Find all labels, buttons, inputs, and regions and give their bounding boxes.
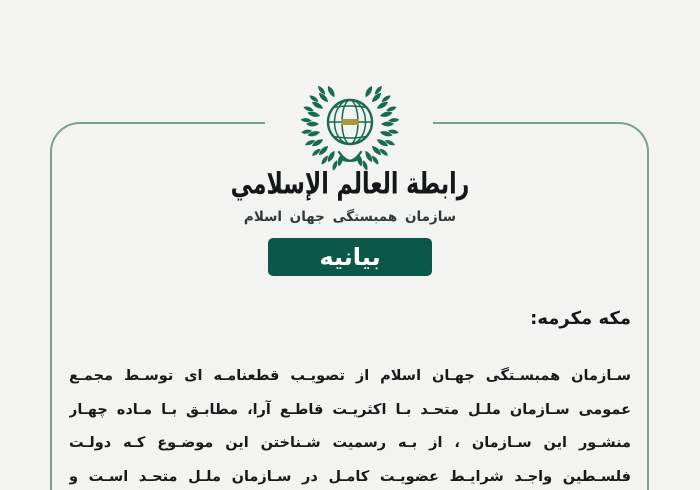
paragraph-line: عمومی سـازمان ملـل متحـد بـا اکثریـت قاطـع آرا، مطابـق بـا مـاده چهـار [69, 401, 631, 418]
laurel-wreath-icon [301, 85, 400, 172]
muslim-world-league-emblem-icon [296, 80, 404, 176]
statement-banner [268, 238, 432, 276]
statement-paragraph [69, 360, 631, 490]
paragraph-line: منشـور این سـازمان ، از بـه رسمیت شـناختن این موضـوع کـه دولـت [69, 435, 631, 451]
organization-subtitle: سازمان همبستگی جهان اسلام [243, 209, 457, 225]
location-heading: مکه مکرمه: [530, 308, 631, 329]
statement-banner-label: بیانیه [319, 243, 381, 271]
organization-arabic-calligraphy: رابطة العالم الإسلامي [230, 168, 470, 202]
wreath-stems [339, 152, 361, 161]
paragraph-line: فلسـطین واجـد شرایـط عضویـت کامـل در سـازمان ملـل متحـد اسـت و [69, 468, 631, 485]
paragraph-line: سـازمان همبسـتگی جهـان اسلام از تصویـب قطعنامـه ای توسـط مجمـع [69, 368, 631, 384]
kaaba-gold-bar [342, 119, 359, 125]
